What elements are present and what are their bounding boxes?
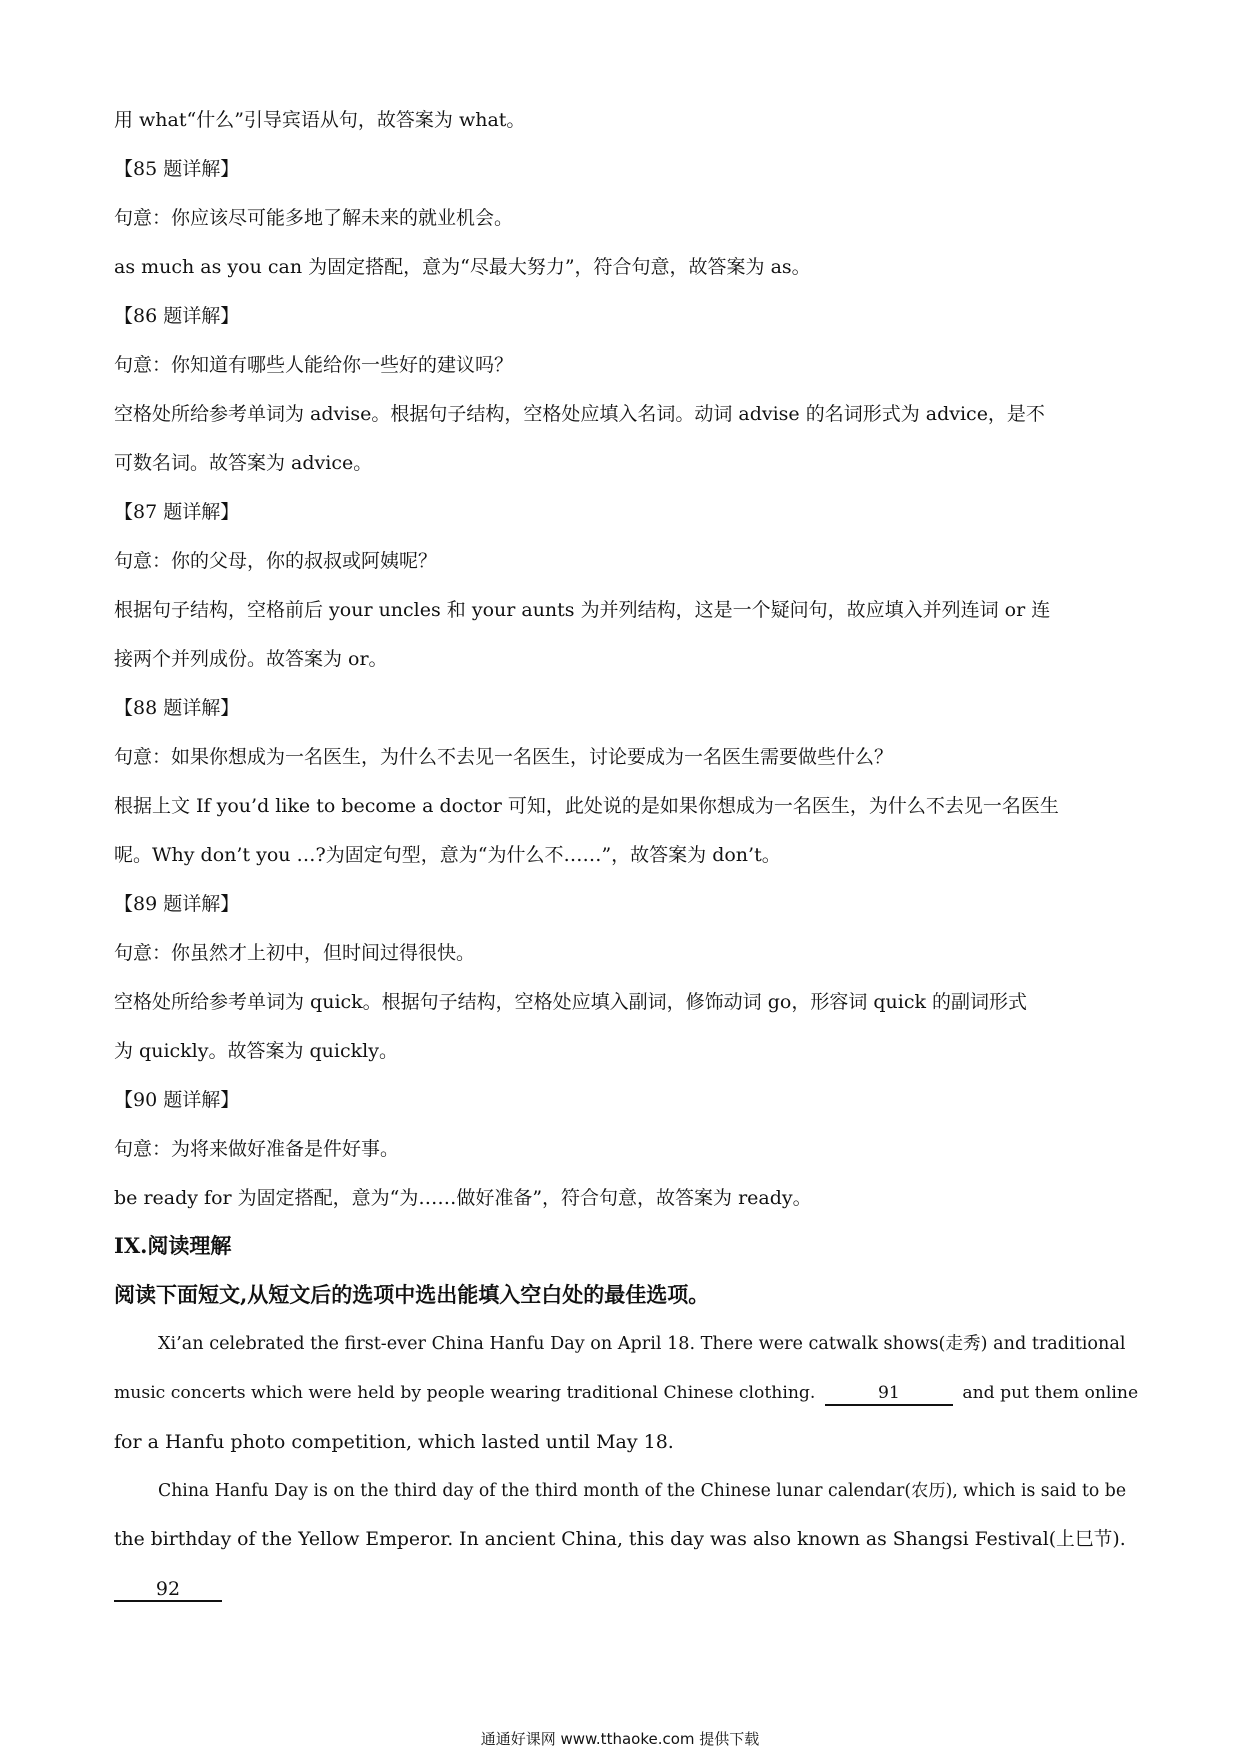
text-line: 句意：如果你想成为一名医生，为什么不去见一名医生，讨论要成为一名医生需要做些什么？ <box>114 746 894 768</box>
footer-credit: 通通好课网 www.tthaoke.com 提供下载 <box>480 1730 760 1748</box>
text-line: 用 what“什么”引导宾语从句，故答案为 what。 <box>114 109 526 131</box>
text-line: 空格处所给参考单词为 advise。根据句子结构，空格处应填入名词。动词 advise 的名词形式为 advice，是不 <box>114 403 1045 425</box>
passage-line: for a Hanfu photo competition, which lasted until May 18. <box>114 1431 674 1453</box>
text-line: 句意：为将来做好准备是件好事。 <box>114 1138 400 1160</box>
question-heading-86: 【86 题详解】 <box>114 305 240 327</box>
text-line: 根据句子结构，空格前后 your uncles 和 your aunts 为并列结构，这是一个疑问句，故应填入并列连词 or 连 <box>114 599 1051 621</box>
question-heading-87: 【87 题详解】 <box>114 501 240 523</box>
text-line: be ready for 为固定搭配，意为“为……做好准备”，符合句意，故答案为 ready。 <box>114 1187 812 1209</box>
text-line: 句意：你的父母，你的叔叔或阿姨呢？ <box>114 550 438 572</box>
passage-line: China Hanfu Day is on the third day of the third month of the Chinese lunar calendar(农历), which is said to be <box>158 1481 1127 1501</box>
passage-line <box>114 1577 222 1602</box>
question-heading-90: 【90 题详解】 <box>114 1089 240 1111</box>
text-line: 为 quickly。故答案为 quickly。 <box>114 1040 398 1062</box>
passage-line: Xi’an celebrated the first-ever China Hanfu Day on April 18. There were catwalk shows(走秀) and traditional <box>158 1334 1126 1354</box>
passage-line: the birthday of the Yellow Emperor. In ancient China, this day was also known as Shangsi Festival(上巳节). <box>114 1529 1126 1550</box>
section-title: IX.阅读理解 <box>114 1233 232 1258</box>
text-line: 可数名词。故答案为 advice。 <box>114 452 373 474</box>
text-line: as much as you can 为固定搭配，意为“尽最大努力”，符合句意，故答案为 as。 <box>114 256 811 278</box>
passage-text: and put them online <box>962 1383 1139 1403</box>
instruction: 阅读下面短文,从短文后的选项中选出能填入空白处的最佳选项。 <box>114 1282 710 1307</box>
question-heading-88: 【88 题详解】 <box>114 697 240 719</box>
text-line: 句意：你虽然才上初中，但时间过得很快。 <box>114 942 476 964</box>
text-line: 根据上文 If you’d like to become a doctor 可知，此处说的是如果你想成为一名医生，为什么不去见一名医生 <box>114 795 1059 817</box>
question-heading-89: 【89 题详解】 <box>114 893 240 915</box>
question-heading-85: 【85 题详解】 <box>114 158 240 180</box>
text-line: 句意：你知道有哪些人能给你一些好的建议吗？ <box>114 354 514 376</box>
text-line: 呢。Why don’t you …?为固定句型，意为“为什么不……”，故答案为 don’t。 <box>114 844 781 866</box>
text-line: 句意：你应该尽可能多地了解未来的就业机会。 <box>114 207 514 229</box>
passage-line <box>114 1381 1138 1406</box>
text-line: 接两个并列成份。故答案为 or。 <box>114 648 388 670</box>
passage-text: music concerts which were held by people wearing traditional Chinese clothing. <box>114 1383 816 1403</box>
blank-92: 92 <box>114 1578 222 1602</box>
blank-91: 91 <box>825 1382 953 1406</box>
text-line: 空格处所给参考单词为 quick。根据句子结构，空格处应填入副词，修饰动词 go，形容词 quick 的副词形式 <box>114 991 1028 1013</box>
